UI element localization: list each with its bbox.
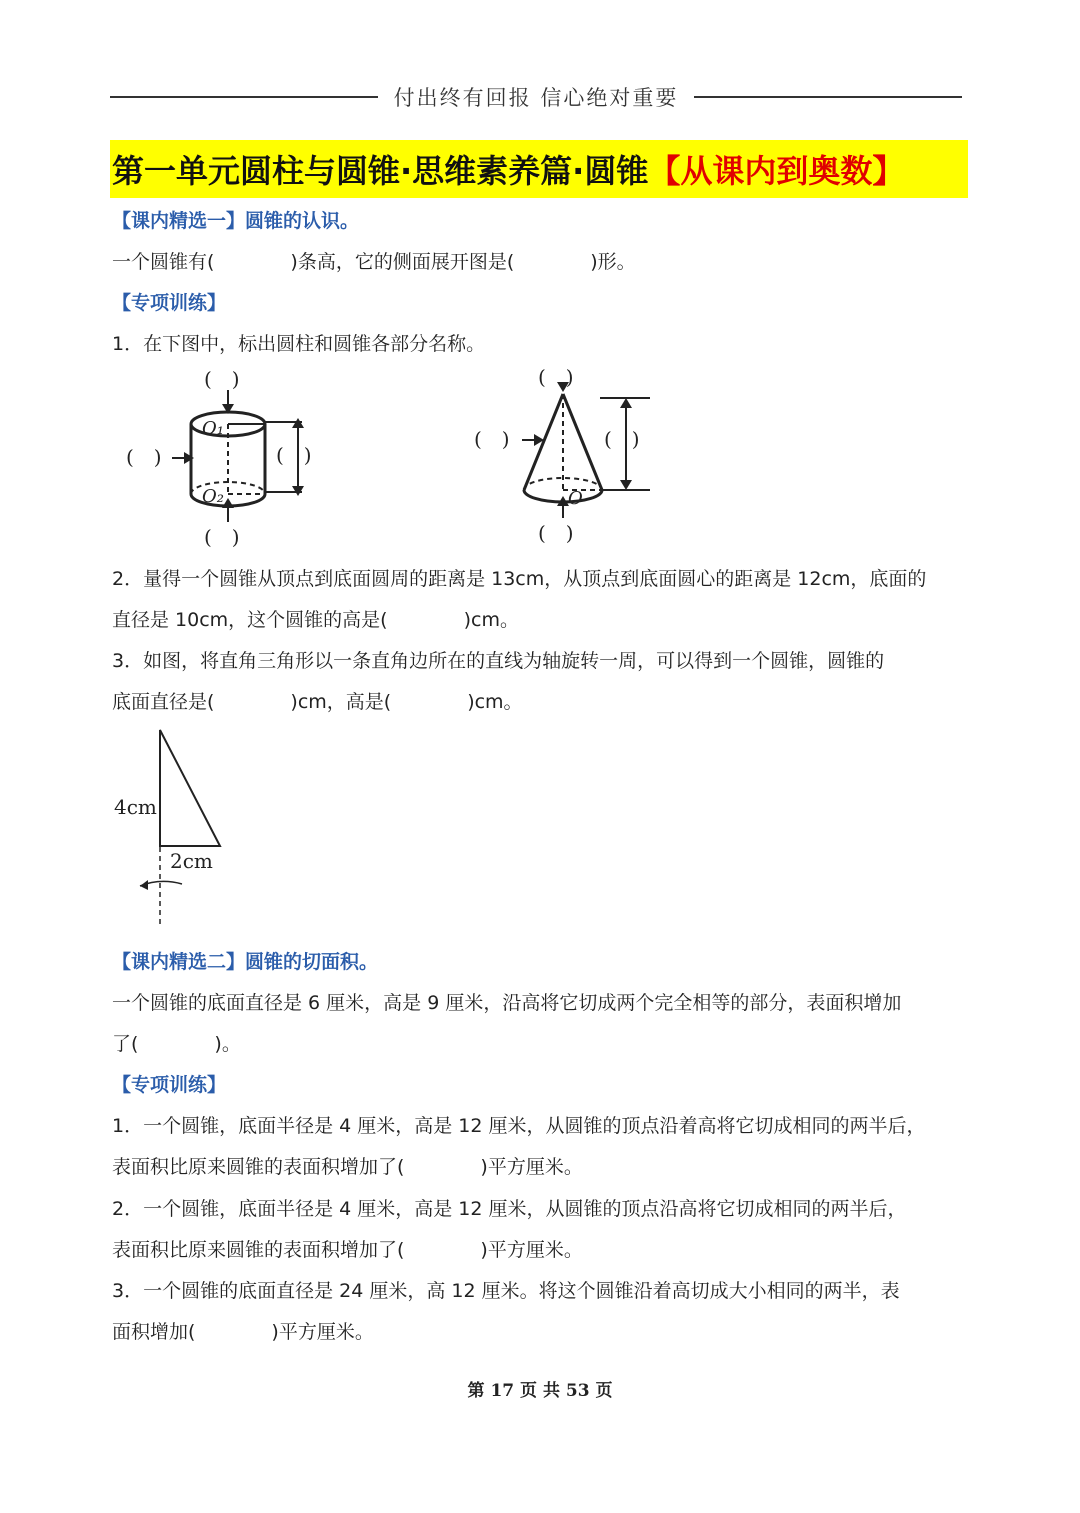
part1-q3-line2: 底面直径是( )cm，高是( )cm。 [112, 691, 523, 713]
part2-q3-line1: 3．一个圆锥的底面直径是 24 厘米，高 12 厘米。将这个圆锥沿着高切成大小相同的两半，表 [112, 1280, 900, 1302]
section-heading-1: 【课内精选一】圆锥的认识。 [112, 210, 360, 232]
title-highlight: 【从课内到奥数】 [648, 152, 905, 190]
cylinder-cone-figure [110, 362, 670, 552]
part2-q1-line1: 1．一个圆锥，底面半径是 4 厘米，高是 12 厘米，从圆锥的顶点沿着高将它切成相同的两半后， [112, 1115, 926, 1137]
motto-right-rule [694, 96, 962, 98]
title-main: 第一单元圆柱与圆锥·思维素养篇·圆锥 [112, 152, 649, 190]
paren-cyl-top: ( ) [204, 367, 240, 391]
part1-q1: 1．在下图中，标出圆柱和圆锥各部分名称。 [112, 333, 486, 355]
paren-cone-side: ( ) [474, 427, 510, 451]
paren-cyl-bottom: ( ) [204, 525, 240, 549]
part2-q1-line2: 表面积比原来圆锥的表面积增加了( )平方厘米。 [112, 1156, 583, 1178]
training-heading-2: 【专项训练】 [112, 1074, 227, 1096]
title-bar [110, 140, 968, 198]
paren-cone-height: ( ) [604, 427, 640, 451]
paren-cyl-side: ( ) [126, 445, 162, 469]
page-number: 第 17 页 共 53 页 [467, 1381, 613, 1401]
part1-q2-line1: 2．量得一个圆锥从顶点到底面圆周的距离是 13cm，从顶点到底面圆心的距离是 12cm，底面的 [112, 568, 927, 590]
part1-question: 一个圆锥有( )条高，它的侧面展开图是( )形。 [112, 251, 636, 273]
paren-cyl-height: ( ) [276, 443, 312, 467]
cone-center-label: O [568, 488, 583, 509]
paren-cone-bottom: ( ) [538, 521, 574, 545]
triangle-height-label: 4cm [114, 795, 157, 819]
header-motto-row [110, 80, 962, 116]
part1-q2-line2: 直径是 10cm，这个圆锥的高是( )cm。 [112, 609, 519, 631]
part2-q2-line1: 2．一个圆锥，底面半径是 4 厘米，高是 12 厘米，从圆锥的顶点沿高将它切成相同的两半后， [112, 1198, 907, 1220]
motto-left-rule [110, 96, 378, 98]
triangle-figure [110, 726, 250, 930]
part2-q2-line2: 表面积比原来圆锥的表面积增加了( )平方厘米。 [112, 1239, 583, 1261]
part1-q3-line1: 3．如图，将直角三角形以一条直角边所在的直线为轴旋转一周，可以得到一个圆锥，圆锥的 [112, 650, 885, 672]
header-motto: 付出终有回报 信心绝对重要 [393, 86, 679, 110]
section-heading-2: 【课内精选二】圆锥的切面积。 [112, 951, 379, 973]
training-heading-1: 【专项训练】 [112, 292, 227, 314]
page-title [112, 146, 904, 192]
paren-cone-top: ( ) [538, 365, 574, 389]
part2-question-line1: 一个圆锥的底面直径是 6 厘米，高是 9 厘米，沿高将它切成两个完全相等的部分，表面积增加 [112, 992, 902, 1014]
part2-question-line2: 了( )。 [112, 1033, 241, 1055]
cyl-bottom-center-label: O₂ [202, 486, 224, 507]
cyl-top-center-label: O₁ [202, 418, 224, 439]
part2-q3-line2: 面积增加( )平方厘米。 [112, 1321, 374, 1343]
triangle-base-label: 2cm [170, 849, 213, 873]
